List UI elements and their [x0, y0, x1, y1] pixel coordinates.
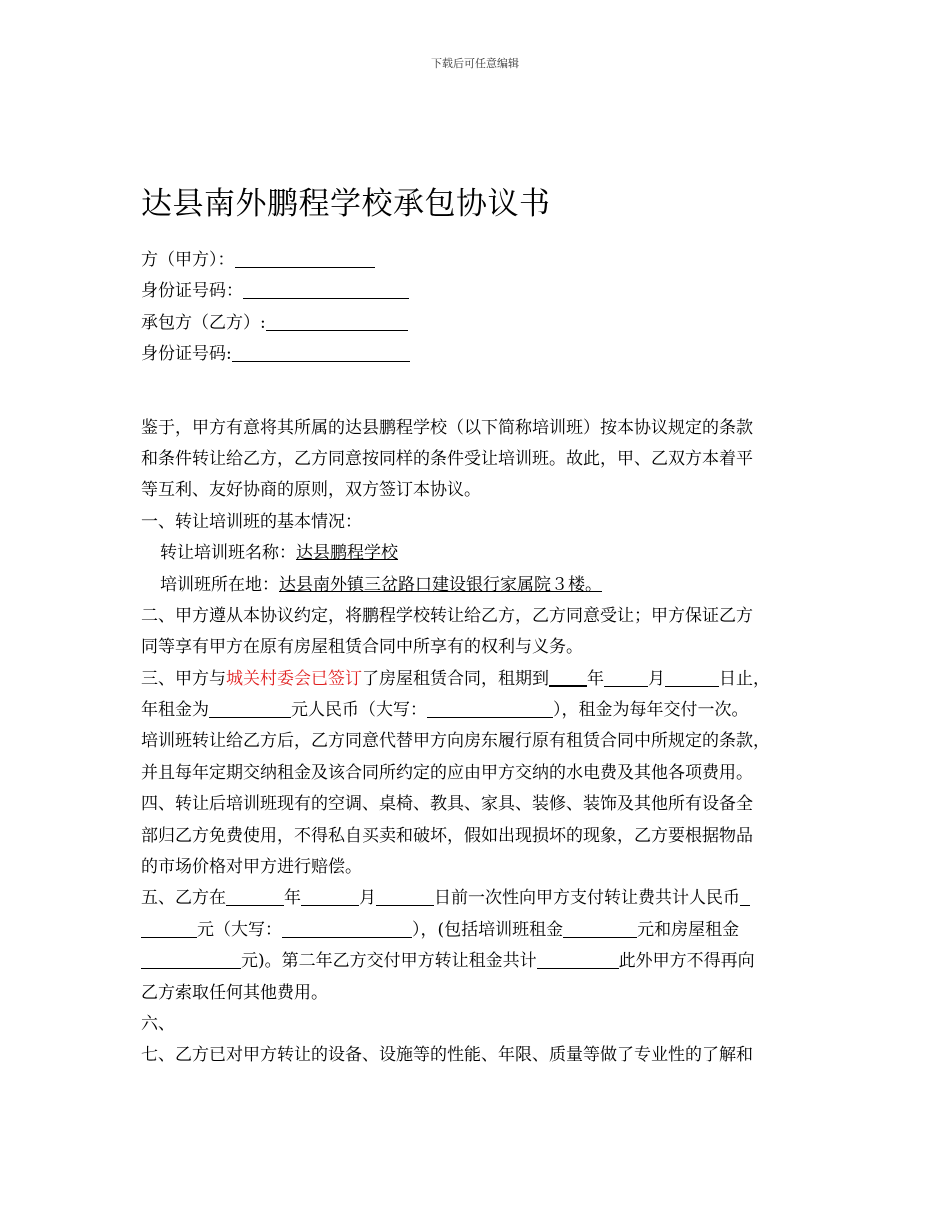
- section5-line: [141, 946, 821, 977]
- highlighted-text: 城关村委会已签订: [226, 668, 362, 689]
- year-label: 年: [284, 888, 301, 909]
- party-a-line: [141, 245, 821, 276]
- id-a-line: [141, 276, 821, 307]
- blank-day: [665, 668, 719, 687]
- section2-line: 同等享有甲方在原有房屋租赁合同中所享有的权利与义务。: [141, 637, 583, 658]
- year-label: 年: [587, 668, 604, 689]
- page-header: 下载后可任意编辑: [431, 57, 519, 70]
- section5-text: 元)。第二年乙方交付甲方转让租金共计: [241, 951, 537, 972]
- section3-text: 年租金为: [141, 700, 209, 721]
- blank-day: [376, 887, 434, 906]
- party-a-label: 方（甲方）：: [141, 250, 235, 270]
- id-a-blank: [243, 280, 409, 299]
- section1-title: 一、转让培训班的基本情况：: [141, 511, 362, 532]
- blank-year: [549, 667, 587, 687]
- section3-line: [141, 695, 821, 726]
- section5-text: 五、乙方在: [141, 888, 226, 909]
- document-title: 达县南外鹏程学校承包协议书: [141, 186, 551, 222]
- id-b-label: 身份证号码:: [141, 344, 232, 365]
- section3-text: ），租金为每年交付一次。: [553, 700, 749, 721]
- party-b-line: [141, 308, 821, 339]
- day-label: 日止，: [719, 668, 770, 689]
- month-label: 月: [648, 668, 665, 689]
- party-b-label: 承包方（乙方）:: [141, 312, 266, 333]
- blank-month: [301, 887, 359, 906]
- spacer: [141, 371, 821, 413]
- para1-line: 等互利、友好协商的原则，双方签订本协议。: [141, 480, 481, 501]
- blank-second-year: [537, 950, 619, 969]
- section2-line: 二、甲方遵从本协议约定，将鹏程学校转让给乙方，乙方同意受让；甲方保证乙方: [141, 605, 753, 626]
- para1-line: 鉴于，甲方有意将其所属的达县鹏程学校（以下简称培训班）按本协议规定的条款: [141, 417, 753, 438]
- document-body: [141, 245, 821, 1072]
- section5-text: 元（大写：: [197, 919, 282, 940]
- section7-line: 七、乙方已对甲方转让的设备、设施等的性能、年限、质量等做了专业性的了解和: [141, 1045, 753, 1066]
- id-b-line: [141, 339, 821, 370]
- section5-line: 乙方索取任何其他费用。: [141, 982, 328, 1003]
- section5-line: [141, 915, 821, 946]
- blank-rent-words: [427, 699, 553, 718]
- section3-line: [141, 664, 821, 695]
- section4-line: 的市场价格对甲方进行赔偿。: [141, 857, 362, 878]
- blank-class-rent: [563, 919, 637, 938]
- section3-text: 三、甲方与: [141, 668, 226, 689]
- school-location-label: 培训班所在地：: [160, 574, 279, 595]
- section4-line: 四、转让后培训班现有的空调、桌椅、教具、家具、装修、装饰及其他所有设备全: [141, 794, 753, 815]
- party-b-blank: [266, 312, 408, 331]
- id-b-blank: [232, 343, 410, 362]
- section5-text: 此外甲方不得再向: [618, 951, 755, 972]
- party-a-blank: [235, 249, 375, 268]
- blank-month: [604, 668, 648, 687]
- section3-line: 并且每年定期交纳租金及该合同所约定的应由甲方交纳的水电费及其他各项费用。: [141, 762, 753, 783]
- blank-fee: [740, 887, 750, 906]
- section5-text: ），(包括培训班租金: [412, 919, 564, 940]
- blank-fee: [141, 919, 197, 938]
- month-label: 月: [359, 888, 376, 909]
- school-name-label: 转让培训班名称：: [160, 543, 296, 564]
- para1-line: 和条件转让给乙方，乙方同意按同样的条件受让培训班。故此，甲、乙双方本着平: [141, 448, 753, 469]
- section3-text: 了房屋租赁合同，租期到: [362, 668, 549, 689]
- section4-line: 部归乙方免费使用，不得私自买卖和破坏，假如出现损坏的现象，乙方要根据物品: [141, 825, 753, 846]
- section5-text: 日前一次性向甲方支付转让费共计人民币: [434, 888, 740, 909]
- blank-house-rent: [141, 950, 241, 969]
- section3-line: 培训班转让给乙方后，乙方同意代替甲方向房东履行原有租赁合同中所规定的条款，: [141, 731, 770, 752]
- section6-line: 六、: [141, 1013, 175, 1034]
- school-name-line: [141, 538, 821, 569]
- school-location-line: [141, 570, 821, 601]
- blank-fee-words: [282, 919, 412, 938]
- section5-text: 元和房屋租金: [637, 919, 740, 940]
- school-name-value: 达县鹏程学校: [296, 543, 398, 564]
- school-location-value: 达县南外镇三岔路口建设银行家属院３楼。: [279, 574, 602, 595]
- section5-line: [141, 883, 821, 914]
- blank-rent: [209, 699, 291, 718]
- section3-text: 元人民币（大写：: [291, 700, 427, 721]
- blank-year: [226, 887, 284, 906]
- id-a-label: 身份证号码：: [141, 281, 243, 302]
